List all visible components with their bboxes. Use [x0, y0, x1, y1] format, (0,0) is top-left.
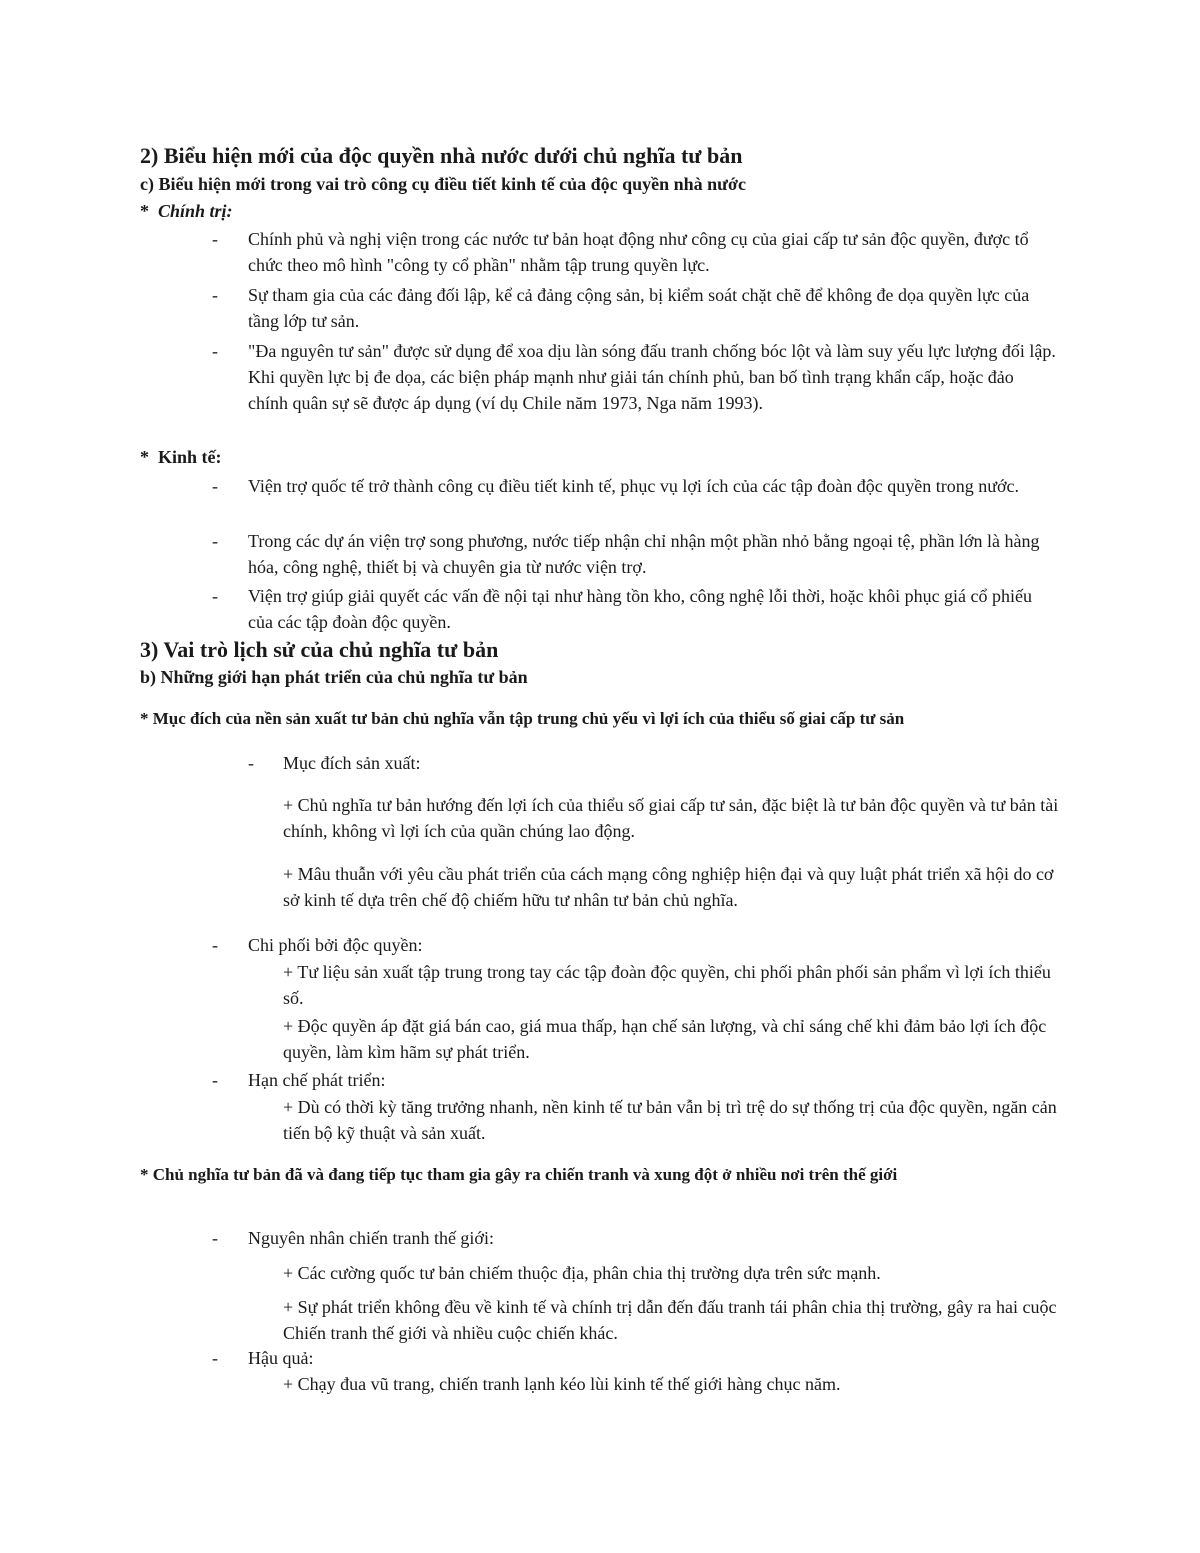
economy-item-2: Trong các dự án viện trợ song phương, nước tiếp nhận chỉ nhận một phần nhỏ bằng ngoại tệ, phần lớn là hàng hóa, công nghệ, thiết bị và chuyên gia từ nước viện trợ.	[248, 531, 1040, 577]
politics-heading: * Chính trị:	[140, 201, 233, 221]
bullet-dash: -	[212, 1348, 218, 1368]
politics-label: Chính trị:	[158, 201, 233, 221]
bullet-dash: -	[212, 531, 218, 551]
politics-item-2: Sự tham gia của các đảng đối lập, kể cả đảng cộng sản, bị kiểm soát chặt chẽ để không đe dọa quyền lực của tầng lớp tư sản.	[248, 285, 1030, 331]
economy-item-1: Viện trợ quốc tế trở thành công cụ điều tiết kinh tế, phục vụ lợi ích của các tập đoàn độc quyền trong nước.	[248, 476, 1020, 496]
bullet-dash: -	[212, 935, 218, 955]
goal-plus-1: + Chủ nghĩa tư bản hướng đến lợi ích của thiểu số giai cấp tư sản, đặc biệt là tư bản độc quyền và tư bản tài chính, không vì lợi ích của quần chúng lao động.	[283, 795, 1059, 841]
bullet-dash: -	[212, 1228, 218, 1248]
limit-plus-1: + Dù có thời kỳ tăng trưởng nhanh, nền kinh tế tư bản vẫn bị trì trệ do sự thống trị của độc quyền, ngăn cản tiến bộ kỹ thuật và sản xuất.	[283, 1097, 1057, 1143]
point-1-heading: * Mục đích của nền sản xuất tư bản chủ nghĩa vẫn tập trung chủ yếu vì lợi ích của thiểu số giai cấp tư sản	[140, 709, 905, 728]
cause-plus-1: + Các cường quốc tư bản chiếm thuộc địa, phân chia thị trường dựa trên sức mạnh.	[283, 1263, 881, 1283]
politics-item-1: Chính phủ và nghị viện trong các nước tư bản hoạt động như công cụ của giai cấp tư sản độc quyền, được tổ chức theo mô hình "công ty cổ phần" nhằm tập trung quyền lực.	[248, 229, 1029, 275]
economy-label: Kinh tế:	[158, 447, 222, 467]
section-2-title: 2) Biểu hiện mới của độc quyền nhà nước dưới chủ nghĩa tư bản	[140, 143, 743, 168]
goal-label: Mục đích sản xuất:	[283, 753, 421, 773]
section-3-title: 3) Vai trò lịch sử của chủ nghĩa tư bản	[140, 637, 499, 662]
cause-plus-2: + Sự phát triển không đều về kinh tế và chính trị dẫn đến đấu tranh tái phân chia thị trường, gây ra hai cuộc Chiến tranh thế giới và nhiều cuộc chiến khác.	[283, 1297, 1057, 1343]
bullet-dash: -	[248, 753, 254, 773]
goal-plus-2: + Mâu thuẫn với yêu cầu phát triển của cách mạng công nghiệp hiện đại và quy luật phát triển xã hội do cơ sở kinh tế dựa trên chế độ chiếm hữu tư nhân tư bản chủ nghĩa.	[283, 864, 1054, 910]
bullet-dash: -	[212, 476, 218, 496]
bullet-dash: -	[212, 341, 218, 361]
section-3b-title: b) Những giới hạn phát triển của chủ nghĩa tư bản	[140, 667, 528, 687]
economy-heading: * Kinh tế:	[140, 447, 222, 467]
politics-item-3: "Đa nguyên tư sản" được sử dụng để xoa dịu làn sóng đấu tranh chống bóc lột và làm suy yếu lực lượng đối lập. Khi quyền lực bị đe dọa, các biện pháp mạnh như giải tán chính phủ, ban bố tình trạng khẩn cấp, hoặc đảo chính quân sự sẽ được áp dụng (ví dụ Chile năm 1973, Nga năm 1993).	[248, 341, 1056, 413]
bullet-dash: -	[212, 285, 218, 305]
point-2-heading: * Chủ nghĩa tư bản đã và đang tiếp tục tham gia gây ra chiến tranh và xung đột ở nhiều nơi trên thế giới	[140, 1165, 898, 1184]
result-label: Hậu quả:	[248, 1348, 314, 1368]
bullet-dash: -	[212, 1070, 218, 1090]
bullet-dash: -	[212, 586, 218, 606]
cause-label: Nguyên nhân chiến tranh thế giới:	[248, 1228, 494, 1248]
result-plus-1: + Chạy đua vũ trang, chiến tranh lạnh kéo lùi kinh tế thế giới hàng chục năm.	[283, 1374, 841, 1394]
dominate-plus-1: + Tư liệu sản xuất tập trung trong tay các tập đoàn độc quyền, chi phối phân phối sản phẩm vì lợi ích thiểu số.	[283, 962, 1051, 1008]
dominate-plus-2: + Độc quyền áp đặt giá bán cao, giá mua thấp, hạn chế sản lượng, và chỉ sáng chế khi đảm bảo lợi ích độc quyền, làm kìm hãm sự phát triển.	[283, 1016, 1047, 1062]
dominate-label: Chi phối bởi độc quyền:	[248, 935, 423, 955]
bullet-dash: -	[212, 229, 218, 249]
section-2c-title: c) Biểu hiện mới trong vai trò công cụ điều tiết kinh tế của độc quyền nhà nước	[140, 174, 746, 194]
limit-label: Hạn chế phát triển:	[248, 1070, 386, 1090]
economy-item-3: Viện trợ giúp giải quyết các vấn đề nội tại như hàng tồn kho, công nghệ lỗi thời, hoặc khôi phục giá cổ phiếu của các tập đoàn độc quyền.	[248, 586, 1033, 632]
